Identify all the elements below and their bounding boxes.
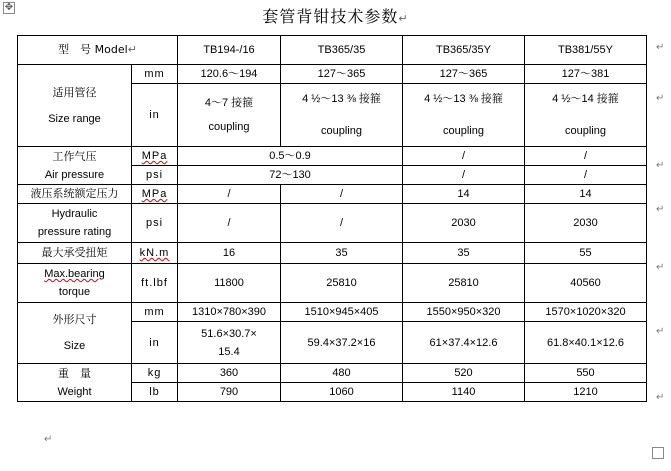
- dimensions-label-cell: [18, 303, 132, 364]
- model-name: TB365/35Y: [435, 44, 492, 56]
- value-cell: [178, 364, 281, 383]
- row-end-mark-icon: ↵: [656, 42, 665, 53]
- unit-kg: kg: [147, 367, 162, 379]
- value: 35: [335, 247, 348, 259]
- value-cell: [525, 166, 647, 185]
- value-cell: [525, 204, 647, 243]
- unit-mpa: MPa: [141, 188, 168, 200]
- value: 72～130: [269, 169, 311, 181]
- hydraulic-label-en-line1: Hydraulic: [51, 208, 98, 220]
- hydraulic-label-cn-cell: [18, 185, 132, 204]
- value: 127～365: [439, 68, 488, 80]
- value-sub: coupling: [565, 125, 606, 137]
- value: 1570×1020×320: [545, 306, 626, 318]
- unit-cell: [132, 65, 178, 84]
- unit-mpa: MPa: [141, 150, 168, 162]
- value: 55: [579, 247, 592, 259]
- value: 480: [332, 367, 351, 379]
- air-pressure-label-cell: [18, 147, 132, 185]
- value-cell: [281, 84, 403, 147]
- value: 16: [222, 247, 236, 259]
- unit-cell: [132, 303, 178, 322]
- value-cell: [281, 364, 403, 383]
- value-cell: [178, 65, 281, 84]
- value-cell: [525, 185, 647, 204]
- unit-cell: [132, 264, 178, 303]
- value-cell: [525, 84, 647, 147]
- table-resize-handle-icon[interactable]: [652, 447, 664, 459]
- unit-lb: lb: [149, 386, 160, 398]
- value: 40560: [570, 277, 601, 289]
- value: 2030: [573, 217, 598, 229]
- value: 4 ½～13 ⅜ 接箍: [302, 93, 381, 105]
- unit-cell: [132, 204, 178, 243]
- row-end-mark-icon: ↵: [656, 93, 665, 104]
- value-cell: [403, 84, 525, 147]
- value: 520: [454, 367, 473, 379]
- value: 4～7 接箍: [204, 97, 254, 109]
- value: 61.8×40.1×12.6: [546, 336, 625, 349]
- row-end-mark-icon: ↵: [656, 326, 665, 337]
- value-cell: [178, 166, 403, 185]
- air-pressure-label-cn: 工作气压: [52, 149, 97, 163]
- value: /: [339, 217, 344, 229]
- spec-table: [17, 35, 647, 402]
- unit-in: in: [149, 336, 160, 349]
- value-cell: [525, 364, 647, 383]
- unit-cell: [132, 147, 178, 166]
- value: 0.5～0.9: [269, 150, 311, 162]
- value-cell: [281, 185, 403, 204]
- unit-mm: mm: [144, 306, 165, 318]
- air-pressure-label-en: Air pressure: [44, 168, 105, 181]
- value-cell: [403, 65, 525, 84]
- value-cell: [178, 147, 403, 166]
- model-cell: [403, 36, 525, 65]
- value-cell: [178, 243, 281, 264]
- torque-label-cn-cell: [18, 243, 132, 264]
- unit-cell: [132, 84, 178, 147]
- paragraph-mark-icon: ↵: [127, 44, 137, 56]
- weight-label-en: Weight: [57, 385, 92, 398]
- value: 25810: [448, 277, 479, 289]
- unit-knm: kN.m: [139, 247, 170, 259]
- value: 120.6～194: [200, 68, 258, 80]
- value: /: [339, 188, 344, 200]
- row-end-mark-icon: ↵: [656, 160, 665, 171]
- value-cell: [403, 364, 525, 383]
- torque-ftlbf-row: [18, 264, 647, 303]
- value: /: [461, 150, 466, 162]
- weight-label-cn: 重 量: [58, 366, 91, 380]
- value: 127～365: [317, 68, 366, 80]
- value-cell: [281, 383, 403, 402]
- model-cell: [178, 36, 281, 65]
- value-cell: [281, 204, 403, 243]
- value-cell: [281, 243, 403, 264]
- value: 14: [579, 188, 592, 200]
- value-cell: [403, 303, 525, 322]
- value-cell: [525, 383, 647, 402]
- value-cell: [525, 264, 647, 303]
- value: 1510×945×405: [304, 306, 379, 318]
- value: 35: [457, 247, 470, 259]
- value: 127～381: [561, 68, 610, 80]
- model-label-cell: [18, 36, 178, 65]
- unit-psi: psi: [145, 217, 164, 229]
- unit-mm: mm: [144, 68, 165, 80]
- unit-cell: [132, 243, 178, 264]
- value-cell: [525, 65, 647, 84]
- value: 550: [576, 367, 595, 379]
- size-range-label-cell: [18, 65, 132, 147]
- unit-psi: psi: [145, 169, 164, 181]
- value: 790: [219, 386, 239, 398]
- value: 14: [457, 188, 470, 200]
- value-cell: [403, 204, 525, 243]
- model-cell: [525, 36, 647, 65]
- value-cell: [403, 322, 525, 364]
- value-cell: [178, 322, 281, 364]
- value: 4 ½～13 ⅜ 接箍: [424, 93, 503, 105]
- model-name: TB365/35: [317, 44, 366, 56]
- hydraulic-label-en-line2: pressure rating: [37, 226, 112, 238]
- torque-knm-row: [18, 243, 647, 264]
- row-end-mark-icon: ↵: [656, 392, 665, 403]
- value-cell: [281, 322, 403, 364]
- unit-cell: [132, 185, 178, 204]
- value-cell: [403, 147, 525, 166]
- value: 61×37.4×12.6: [429, 336, 498, 349]
- value-cell: [178, 204, 281, 243]
- unit-cell: [132, 166, 178, 185]
- torque-label-en-cell: [18, 264, 132, 303]
- torque-label-cn: 最大承受扭矩: [41, 246, 108, 259]
- value-line2: 15.4: [218, 345, 240, 358]
- value-cell: [403, 383, 525, 402]
- weight-label-cell: [18, 364, 132, 402]
- value-cell: [178, 383, 281, 402]
- value: /: [583, 150, 588, 162]
- unit-cell: [132, 364, 178, 383]
- unit-cell: [132, 322, 178, 364]
- model-label: 型 号 Model: [58, 43, 128, 56]
- table-move-handle-icon[interactable]: ✥: [4, 2, 14, 13]
- unit-ftlbf: ft.lbf: [141, 277, 168, 289]
- hydraulic-mpa-row: [18, 185, 647, 204]
- value-cell: [281, 264, 403, 303]
- value: 1310×780×390: [191, 306, 267, 318]
- row-end-mark-icon: ↵: [656, 204, 665, 215]
- size-range-label-cn: 适用管径: [52, 85, 97, 99]
- value-cell: [178, 303, 281, 322]
- value-cell: [178, 185, 281, 204]
- value: 59.4×37.2×16: [307, 336, 376, 349]
- value: /: [461, 169, 466, 181]
- weight-kg-row: [18, 364, 647, 383]
- value-sub: coupling: [443, 125, 484, 137]
- value-cell: [403, 264, 525, 303]
- model-name: TB381/55Y: [557, 44, 614, 56]
- value: 1550×950×320: [426, 306, 501, 318]
- value-cell: [403, 185, 525, 204]
- value: /: [227, 217, 231, 229]
- value-cell: [525, 303, 647, 322]
- value-sub: coupling: [321, 125, 362, 137]
- dimensions-label-cn: 外形尺寸: [52, 313, 97, 326]
- document-title: [0, 4, 671, 27]
- torque-label-en-line1: Max.bearing: [44, 268, 105, 280]
- dimensions-label-en: Size: [63, 340, 86, 352]
- row-end-mark-icon: ↵: [656, 262, 665, 273]
- value: 1210: [573, 386, 598, 398]
- air-pressure-mpa-row: [18, 147, 647, 166]
- value-cell: [525, 147, 647, 166]
- size-range-label-en: Size range: [48, 112, 101, 125]
- paragraph-mark-icon: ↵: [44, 434, 53, 445]
- value: 25810: [326, 277, 357, 289]
- hydraulic-label-en-cell: [18, 204, 132, 243]
- dimensions-mm-row: [18, 303, 647, 322]
- value-cell: [403, 166, 525, 185]
- hydraulic-psi-row: [18, 204, 647, 243]
- value-line1: 51.6×30.7×: [201, 327, 257, 340]
- value-cell: [281, 303, 403, 322]
- value: 360: [219, 367, 239, 379]
- value: 1060: [329, 386, 354, 398]
- header-row: [18, 36, 647, 65]
- value-cell: [403, 243, 525, 264]
- value: 4 ½～14 接箍: [552, 93, 619, 105]
- model-name: TB194-/16: [203, 44, 255, 56]
- unit-cell: [132, 383, 178, 402]
- value-cell: [178, 264, 281, 303]
- value-cell: [281, 65, 403, 84]
- torque-label-en-line2: torque: [58, 286, 91, 298]
- title-text: 套管背钳技术参数: [262, 7, 399, 26]
- value: 1140: [451, 386, 476, 398]
- paragraph-mark-icon: ↵: [398, 12, 409, 25]
- value: /: [583, 169, 588, 181]
- value: 11800: [214, 277, 244, 289]
- value-cell: [525, 243, 647, 264]
- value-sub: coupling: [208, 121, 250, 133]
- size-range-mm-row: [18, 65, 647, 84]
- value: 2030: [451, 217, 476, 229]
- value-cell: [525, 322, 647, 364]
- hydraulic-label-cn: 液压系统额定压力: [30, 187, 119, 200]
- value: /: [227, 188, 231, 200]
- model-cell: [281, 36, 403, 65]
- unit-in: in: [149, 109, 160, 121]
- value-cell: [178, 84, 281, 147]
